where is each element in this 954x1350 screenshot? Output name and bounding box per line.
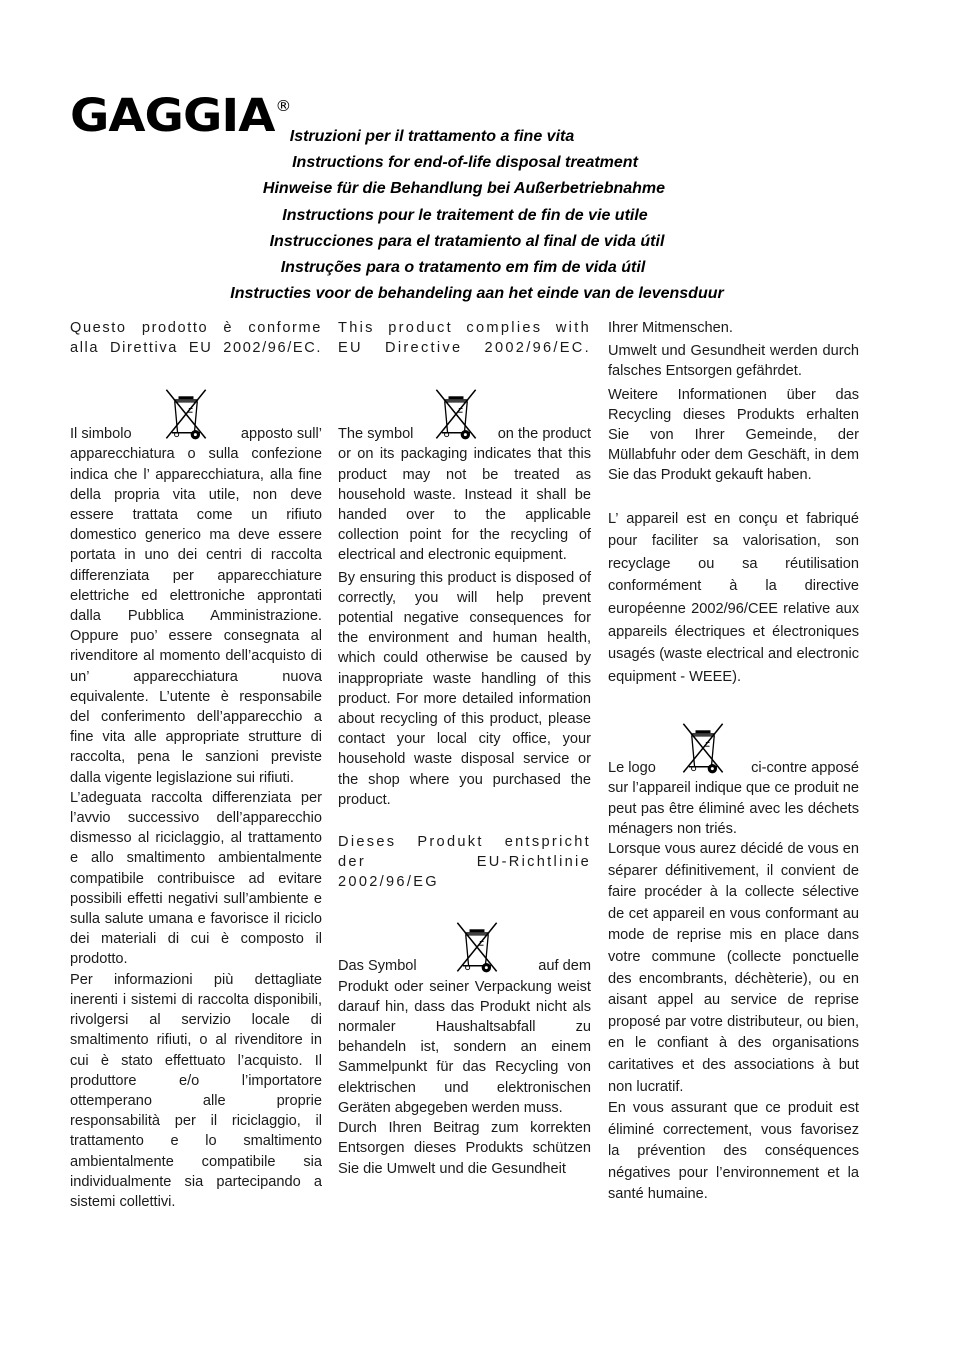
english-paragraph-1: or on its packaging indicates that this product may not be treated as household waste. Instead it shall be handed over to the applicable collection point for the recycling of electrical and electronic equipment. xyxy=(338,446,591,564)
french-paragraph-1: sur l’appareil indique que ce produit ne peut pas être éliminé avec les déchets ménagers non triés. xyxy=(608,780,859,837)
title-italian: Istruzioni per il trattamento a fine vita xyxy=(289,128,575,145)
column-italian xyxy=(70,318,322,1212)
weee-bin-icon xyxy=(157,384,215,446)
title-english: Instructions for end-of-life disposal treatment xyxy=(292,154,638,172)
italian-symbol-before: Il simbolo xyxy=(70,426,132,443)
english-intro: This product complies with EU Directive 2002/96/EC. xyxy=(338,320,591,357)
disposal-titles xyxy=(0,124,954,307)
english-paragraph-2: By ensuring this product is disposed of correctly, you will help prevent potential negative consequences for the environment and human health, which could otherwise be caused by inappropriate waste handling of this product. For more detailed information about recycling of this product, please contact your local city office, your household waste disposal service or the shop where you purchased the product. xyxy=(338,569,591,808)
german-paragraph-2-continued: Ihrer Mitmenschen. xyxy=(608,320,733,336)
weee-bin-icon xyxy=(674,718,732,780)
weee-bin-icon xyxy=(427,384,485,446)
german-paragraph-1: Produkt oder seiner Verpackung weist darauf hin, dass das Produkt nicht als normaler Haushaltsabfall zu behandeln ist, sondern an einem Sammelpunkt für das Recycling von elektrischen und elektronischen Geräten abgegeben werden muss. xyxy=(338,978,591,1116)
column-english-german xyxy=(338,318,591,1179)
italian-paragraph-1: apparecchiatura o sulla confezione indica che l’ apparecchiatura, alla fine della propria vita utile, non deve essere trattata come un rifiuto domestico generico ma deve essere portata in uno dei centri di raccolta differenziata per apparecchiature elettriche ed elettroniche approntati dalla Pubblica Amministrazione. Oppure puo’ essere consegnata al rivenditore al momento dell’acquisto di un’ apparecchiatura nuova equivalente. L’utente è responsabile del conferimento dell’apparecchio a fine vita alle appropriate strutture di raccolta, pena le sanzioni previste dalla vigente legislazione sui rifiuti. xyxy=(70,446,322,786)
german-intro: Dieses Produkt entspricht der EU-Richtlinie 2002/96/EG xyxy=(338,834,591,891)
french-intro: L’ appareil est en conçu et fabriqué pour faciliter sa valorisation, son recyclage ou sa réutilisation conformément à la directive européenne 2002/96/CEE relative aux appareils électriques et électroniques usagés (waste electrical and electronic equipment - WEEE). xyxy=(608,510,859,685)
italian-symbol-line xyxy=(70,384,322,444)
column-german-french xyxy=(608,318,859,1206)
gaggia-logo: GAGGIA® xyxy=(70,89,291,143)
german-paragraph-3: Umwelt und Gesundheit werden durch falsches Entsorgen gefährdet. xyxy=(608,343,859,380)
french-symbol-before: Le logo xyxy=(608,760,656,777)
german-symbol-line xyxy=(338,917,591,977)
title-dutch: Instructies voor de behandeling aan het einde van de levensduur xyxy=(230,285,724,303)
title-spanish: Instrucciones para el tratamiento al final de vida útil xyxy=(269,232,665,250)
french-paragraph-2: Lorsque vous aurez décidé de vous en séparer définitivement, il convient de faire procéder à la collecte sélective de cet appareil en vous conformant au mode de reprise mis en place dans votre commune (collecte ponctuelle des encombrants, déchèterie), ou en aisant appel au service de reprise proposé par votre distributeur, ou bien, en le confiant à des organisations caritatives et des associations à but non lucratif. xyxy=(608,840,859,1095)
weee-bin-icon xyxy=(448,917,506,979)
title-portuguese: Instruções para o tratamento em fim de vida útil xyxy=(280,259,646,277)
french-paragraph-3: En vous assurant que ce produit est éliminé correctement, vous favorisez la prévention des conséquences négatives pour l’environnement et la santé humaine. xyxy=(608,1100,859,1203)
english-symbol-after: on the product xyxy=(497,426,591,443)
english-symbol-before: The symbol xyxy=(338,426,414,443)
french-symbol-line xyxy=(608,718,859,778)
french-symbol-after: ci-contre apposé xyxy=(751,760,859,777)
italian-symbol-after: apposto sull’ xyxy=(240,426,322,443)
italian-paragraph-3: Per informazioni più dettagliate inerenti i sistemi di raccolta disponibili, rivolgersi al servizio locale di smaltimento rifiuti, o al rivenditore in cui è stato effettuato l’acquisto. Il produttore e/o l’importatore ottemperano alle proprie responsabilità per il riciclaggio, il trattamento e lo smaltimento ambientalmente compatibile sia individualmente sia partecipando a sistemi collettivi. xyxy=(70,971,322,1210)
italian-paragraph-2: L’adeguata raccolta differenziata per l’avvio successivo dell’apparecchio dismesso al riciclaggio, al trattamento e allo smaltimento ambientalmente compatibile contribuisce ad evitare possibili effetti negativi sull’ambiente e sulla salute umana e favorisce il riciclo dei materiali di cui è composto il prodotto. xyxy=(70,789,322,968)
german-paragraph-4: Weitere Informationen über das Recycling dieses Produkts erhalten Sie von Ihrer Gemeinde, der Müllabfuhr oder dem Geschäft, in dem Sie das Produkt gekauft haben. xyxy=(608,386,859,484)
german-symbol-before: Das Symbol xyxy=(338,958,417,975)
title-german: Hinweise für die Behandlung bei Außerbetriebnahme xyxy=(262,180,666,198)
english-symbol-line xyxy=(338,384,591,444)
title-french: Instructions pour le traitement de fin de vie utile xyxy=(282,206,648,224)
italian-intro: Questo prodotto è conforme alla Direttiva EU 2002/96/EC. xyxy=(70,320,322,357)
german-paragraph-2: Durch Ihren Beitrag zum korrekten Entsorgen dieses Produkts schützen Sie die Umwelt und die Gesundheit xyxy=(338,1120,591,1177)
german-symbol-after: auf dem xyxy=(538,958,591,975)
